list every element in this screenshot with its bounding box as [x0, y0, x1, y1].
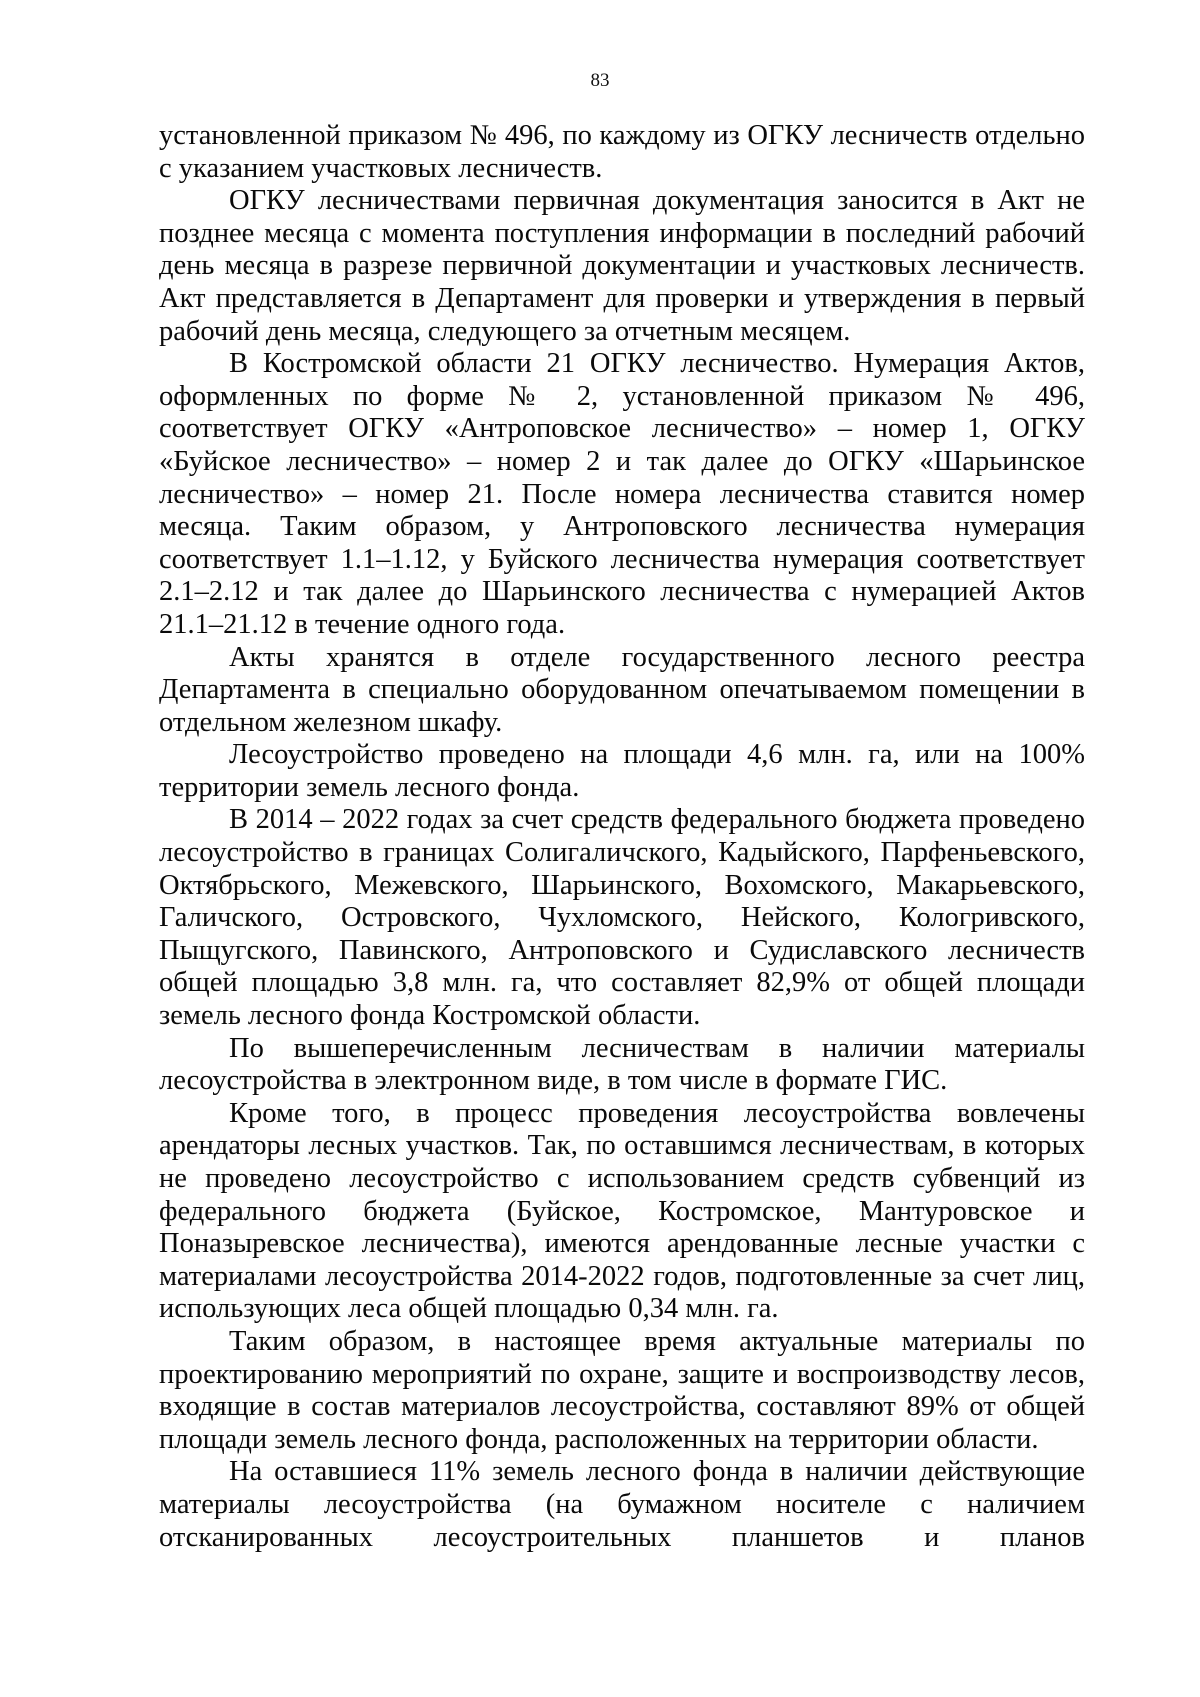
- paragraph-act-storage: Акты хранятся в отделе государственного лесного реестра Департамента в специально оборудованном опечатываемом помещении в отдельном железном шкафу.: [159, 641, 1085, 738]
- paragraph-continuation: установленной приказом № 496, по каждому из ОГКУ лесничеств отдельно с указанием участковых лесничеств.: [159, 120, 1085, 184]
- page-number: 83: [590, 70, 610, 91]
- paragraph-lessees-involvement: Кроме того, в процесс проведения лесоустройства вовлечены арендаторы лесных участков. Так, по оставшимся лесничествам, в которых не проведено лесоустройство с использованием средств субвенций из федерального бюджета (Буйское, Костромское, Мантуровское и Поназыревское лесничества), имеются арендованные лесные участки с материалами лесоустройства 2014-2022 годов, подготовленные за счет лиц, использующих леса общей площадью 0,34 млн. га.: [159, 1097, 1085, 1325]
- paragraph-gis-materials: По вышеперечисленным лесничествам в наличии материалы лесоустройства в электронном виде, в том числе в формате ГИС.: [159, 1032, 1085, 1097]
- document-body: [159, 120, 1085, 1554]
- paragraph-federal-budget-inventory: В 2014 – 2022 годах за счет средств федерального бюджета проведено лесоустройство в границах Солигаличского, Кадыйского, Парфеньевского, Октябрьского, Межевского, Шарьинского, Вохомского, Макарьевского, Галичского, Островского, Чухломского, Нейского, Кологривского, Пыщугского, Павинского, Антроповского и Судиславского лесничеств общей площадью 3,8 млн. га, что составляет 82,9% от общей площади земель лесного фонда Костромской области.: [159, 804, 1085, 1032]
- paragraph-remaining-lands: На оставшиеся 11% земель лесного фонда в наличии действующие материалы лесоустройства (на бумажном носителе с наличием отсканированных лесоустроительных планшетов и планов: [159, 1456, 1085, 1553]
- paragraph-forest-inventory-area: Лесоустройство проведено на площади 4,6 млн. га, или на 100% территории земель лесного фонда.: [159, 739, 1085, 803]
- paragraph-act-documentation: ОГКУ лесничествами первичная документация заносится в Акт не позднее месяца с момента поступления информации в последний рабочий день месяца в разрезе первичной документации и участковых лесничеств. Акт представляется в Департамент для проверки и утверждения в первый рабочий день месяца, следующего за отчетным месяцем.: [159, 185, 1085, 347]
- paragraph-actual-materials: Таким образом, в настоящее время актуальные материалы по проектированию мероприятий по охране, защите и воспроизводству лесов, входящие в состав материалов лесоустройства, составляют 89% от общей площади земель лесного фонда, расположенных на территории области.: [159, 1325, 1085, 1455]
- paragraph-act-numbering: В Костромской области 21 ОГКУ лесничество. Нумерация Актов, оформленных по форме № 2, установленной приказом № 496, соответствует ОГКУ «Антроповское лесничество» – номер 1, ОГКУ «Буйское лесничество» – номер 2 и так далее до ОГКУ «Шарьинское лесничество» – номер 21. После номера лесничества ставится номер месяца. Таким образом, у Антроповского лесничества нумерация соответствует 1.1–1.12, у Буйского лесничества нумерация соответствует 2.1–2.12 и так далее до Шарьинского лесничества с нумерацией Актов 21.1–21.12 в течение одного года.: [159, 348, 1085, 640]
